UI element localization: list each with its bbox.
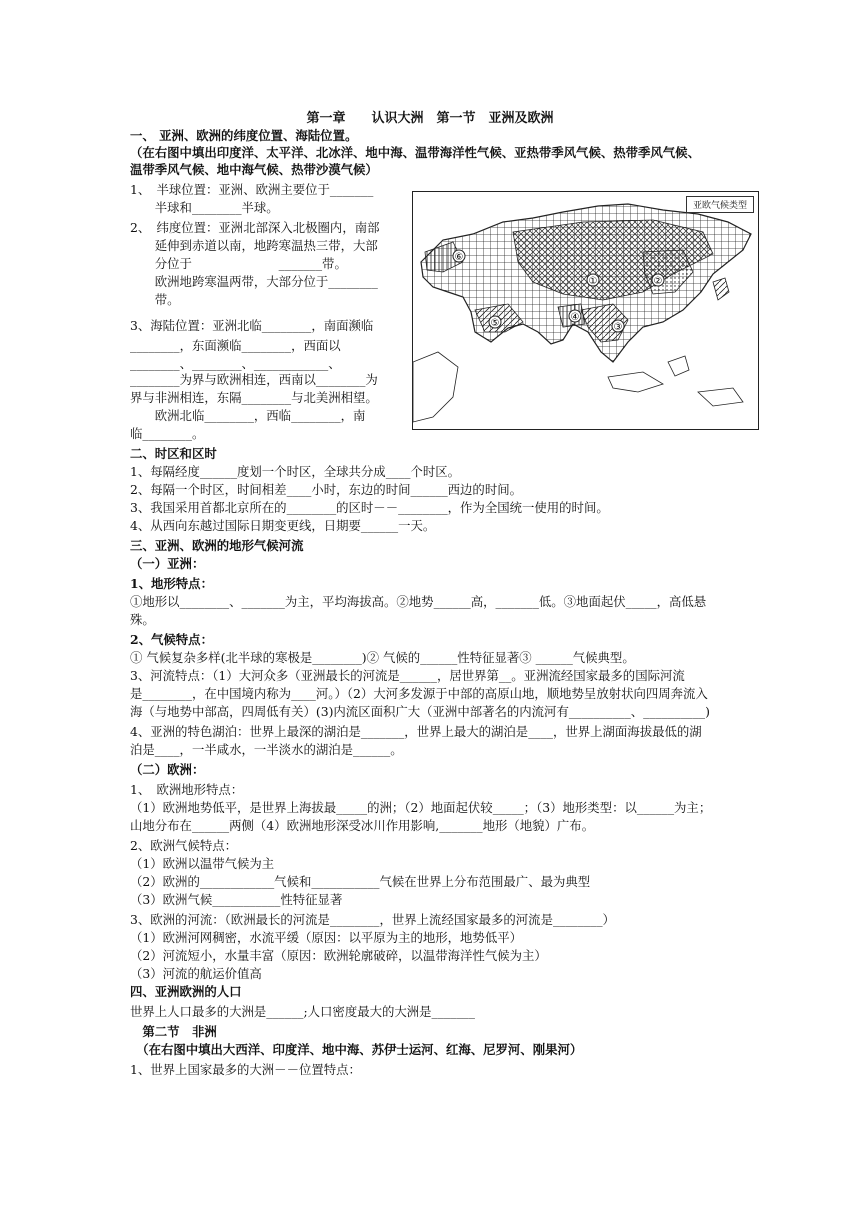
zone-label: ①: [588, 276, 598, 287]
text-line: 界与非洲相连，东隔________与北美洲相望。: [130, 390, 378, 405]
text-line: （1）欧洲以温带气候为主: [130, 856, 275, 871]
text-line: ①地形以________、_______为主，平均海拔高。②地势______高，_______低。③地面起伏_____，高低悬: [130, 594, 707, 609]
text-line: 1、 半球位置：亚洲、欧洲主要位于_______: [130, 182, 374, 197]
text-line: （1）欧洲地势低平，是世界上海拔最_____的洲；（2）地面起伏较_____；（3）地形类型：以______为主；: [130, 800, 712, 815]
text-line: 4、从西向东越过国际日期变更线，日期要______一天。: [130, 518, 436, 533]
text-line: 泊是____，一半咸水，一半淡水的湖泊是______。: [130, 742, 403, 757]
text-line: 三、亚洲、欧洲的地形气候河流: [130, 538, 304, 553]
text-line: （二）欧洲：: [130, 762, 205, 777]
text-line: 2、每隔一个时区，时间相差____小时，东边的时间______西边的时间。: [130, 482, 522, 497]
text-line: 海（与地势中部高，四周低有关）(3)内流区面积广大（亚洲中部著名的内流河有__________、__________): [130, 704, 710, 719]
text-line: 临________。: [130, 426, 205, 441]
text-line: （1）欧洲河网稠密，水流平缓（原因：以平原为主的地形，地势低平）: [130, 930, 522, 945]
text-line: 分位于 _______带。: [130, 256, 347, 271]
text-line: （一）亚洲：: [130, 556, 205, 571]
text-line: 3、海陆位置：亚洲北临________，南面濒临: [130, 318, 374, 333]
text-line: ________，东面濒临________，西面以: [130, 338, 341, 353]
text-line: ① 气候复杂多样(北半球的寒极是________)② 气候的______性特征显著③ ______气候典型。: [130, 650, 635, 665]
text-line: 2、气候特点：: [130, 632, 213, 647]
text-line: 1、每隔经度______度划一个时区，全球共分成____个时区。: [130, 464, 461, 479]
text-line: 第二节 非洲: [130, 1024, 217, 1039]
text-line: ________为界与欧洲相连，西南以________为: [130, 372, 378, 387]
text-line: 世界上人口最多的大洲是______;人口密度最大的大洲是_______: [130, 1004, 475, 1019]
text-line: 欧洲北临________，西临________，南: [130, 408, 366, 423]
zone-label: ④: [570, 312, 580, 323]
text-line: 山地分布在______两侧（4）欧洲地形深受冰川作用影响,_______地形（地貌）广布。: [130, 818, 595, 833]
text-line: 二、时区和区时: [130, 446, 217, 461]
climate-map-drawing: [413, 192, 759, 430]
text-line: 3、河流特点：（1）大河众多（亚洲最长的河流是______，居世界第__。亚洲流经国家最多的国际河流: [130, 668, 685, 683]
zone-label: ②: [653, 276, 663, 287]
text-line: 3、欧洲的河流：（欧洲最长的河流是________，世界上流经国家最多的河流是________）: [130, 912, 615, 927]
map-legend-label: 亚欧气候类型: [686, 196, 754, 213]
text-line: 3、我国采用首都北京所在的________的区时－－________，作为全国统一使用的时间。: [130, 500, 609, 515]
text-line: 4、亚洲的特色湖泊：世界上最深的湖泊是_______，世界上最大的湖泊是____，世界上湖面海拔最低的湖: [130, 724, 702, 739]
text-line: 2、 纬度位置：亚洲北部深入北极圈内，南部: [130, 220, 380, 235]
zone-label: ⑤: [490, 318, 500, 329]
text-line: 带。: [130, 292, 180, 307]
text-line: 一、 亚洲、欧洲的纬度位置、海陆位置。: [130, 128, 358, 143]
asia-europe-climate-map: [412, 191, 759, 430]
text-line: 温带季风气候、地中海气候、热带沙漠气候）: [130, 162, 378, 177]
text-line: 延伸到赤道以南，地跨寒温热三带，大部: [130, 238, 378, 253]
zone-label: ③: [613, 322, 623, 333]
text-line: （在右图中填出印度洋、太平洋、北冰洋、地中海、温带海洋性气候、亚热带季风气候、热带季风气候、: [130, 145, 700, 160]
text-line: 半球和________半球。: [130, 200, 279, 215]
text-line: ________、________、____________、: [130, 356, 341, 371]
text-line: （2）欧洲的____________气候和___________气候在世界上分布范围最广、最为典型: [130, 874, 591, 889]
chapter-title: 第一章 认识大洲 第一节 亚洲及欧洲: [306, 111, 554, 126]
zone-label: ⑥: [454, 252, 464, 263]
text-line: 1、地形特点：: [130, 576, 213, 591]
text-line: 1、世界上国家最多的大洲－－位置特点：: [130, 1062, 361, 1077]
text-line: （2）河流短小，水量丰富（原因：欧洲轮廓破碎，以温带海洋性气候为主）: [130, 948, 547, 963]
text-line: 四、亚洲欧洲的人口: [130, 984, 242, 999]
text-line: （3）河流的航运价值高: [130, 966, 262, 981]
text-line: 欧洲地跨寒温两带，大部分位于________: [130, 274, 378, 289]
text-line: 1、 欧洲地形特点：: [130, 782, 244, 797]
text-line: （3）欧洲气候___________性特征显著: [130, 892, 343, 907]
text-line: 2、欧洲气候特点：: [130, 838, 238, 853]
text-line: 是________，在中国境内称为____河。）（2）大河多发源于中部的高原山地，顺地势呈放射状向四周奔流入: [130, 686, 708, 701]
text-line: 殊。: [130, 612, 155, 627]
text-line: （在右图中填出大西洋、印度洋、地中海、苏伊士运河、红海、尼罗河、刚果河）: [130, 1042, 583, 1057]
